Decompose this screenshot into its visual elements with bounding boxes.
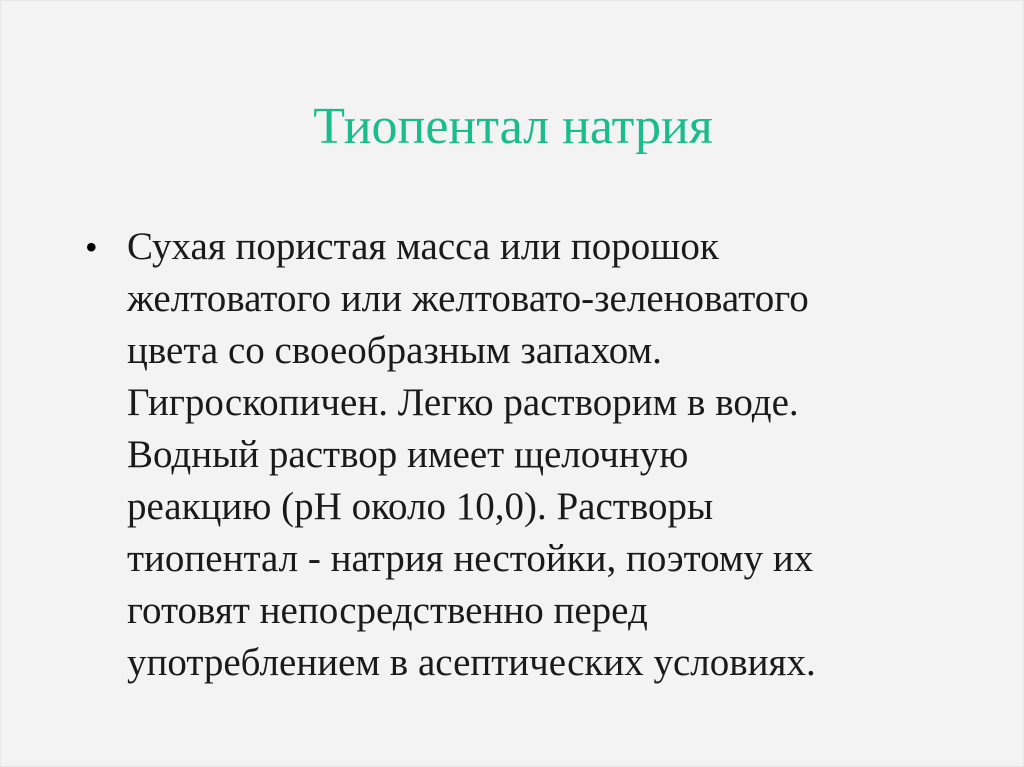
bullet-text-line: желтоватого или желтовато-зеленоватого [127,277,809,320]
bullet-text-line: тиопентал - натрия нестойки, поэтому их [127,537,814,580]
bullet-text-line: Гигроскопичен. Легко растворим в воде. [127,381,799,424]
bullet-text-line: употреблением в асептических условиях. [127,641,816,684]
bullet-text-line: готовят непосредственно перед [127,589,648,632]
bullet-text-line: Водный раствор имеет щелочную [127,433,689,476]
bullet-text-line: цвета со своеобразным запахом. [127,329,662,372]
bullet-text-line: Сухая пористая масса или порошок [127,225,719,268]
bullet-item [85,221,985,689]
bullet-list [85,221,985,689]
bullet-text-line: реакцию (рН около 10,0). Растворы [127,485,714,528]
slide-title: Тиопентал натрия [313,98,713,155]
bullet-text [127,221,816,689]
bullet-dot-icon: • [85,227,98,267]
